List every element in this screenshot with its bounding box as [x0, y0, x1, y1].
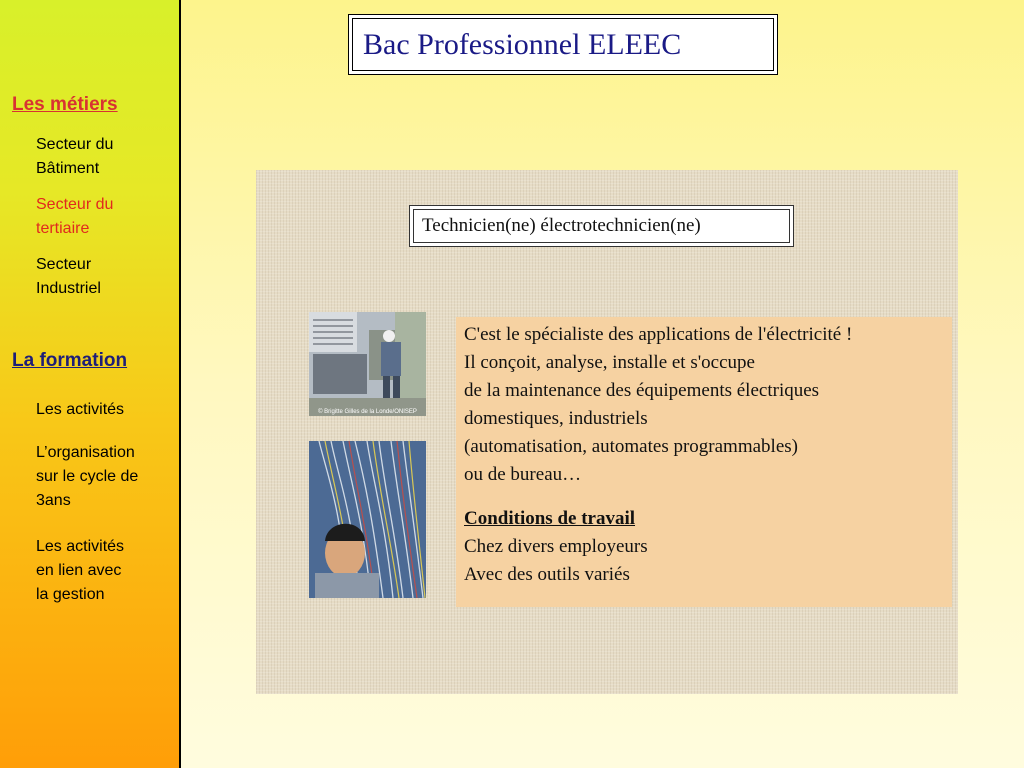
description-line: C'est le spécialiste des applications de l'électricité ! [464, 324, 853, 345]
nav-item-line: Bâtiment [36, 160, 100, 177]
nav-item-activites-gestion[interactable] [36, 535, 176, 607]
page-title-box [348, 14, 778, 75]
section-title-les-metiers[interactable]: Les métiers [12, 94, 118, 115]
description-line: de la maintenance des équipements électriques [464, 380, 820, 401]
job-card [256, 170, 958, 694]
sidebar-nav [0, 0, 181, 768]
photo-technician-outdoor-graphic [309, 312, 426, 416]
nav-item-organisation-cycle[interactable] [36, 441, 176, 513]
description-line: domestiques, industriels [464, 408, 648, 429]
section-title-la-formation[interactable]: La formation [12, 350, 128, 371]
photo-technician-outdoor [309, 312, 426, 416]
nav-item-line: Secteur [36, 256, 92, 273]
conditions-title: Conditions de travail [464, 508, 636, 529]
nav-item-line: Les activités [36, 401, 125, 418]
page-title: Bac Professionnel ELEEC [352, 18, 774, 71]
photo-technician-cabling-graphic [309, 441, 426, 598]
photo-credit: © Brigitte Gilles de la Londe/ONISEP [318, 409, 417, 415]
conditions-line: Avec des outils variés [464, 564, 630, 585]
description-line: (automatisation, automates programmables) [464, 436, 798, 457]
nav-item-secteur-batiment[interactable] [36, 133, 176, 181]
nav-item-line: en lien avec [36, 562, 122, 579]
nav-item-secteur-tertiaire[interactable] [36, 193, 176, 241]
nav-item-line: sur le cycle de [36, 468, 139, 485]
nav-item-line: Les activités [36, 538, 125, 555]
job-title: Technicien(ne) électrotechnicien(ne) [413, 209, 790, 243]
nav-item-secteur-industriel[interactable] [36, 253, 176, 301]
job-description [456, 317, 952, 607]
nav-item-line: Secteur du [36, 196, 114, 213]
description-line: Il conçoit, analyse, installe et s'occupe [464, 352, 755, 373]
description-line: ou de bureau… [464, 464, 582, 485]
photo-technician-cabling [309, 441, 426, 598]
nav-item-line: L’organisation [36, 444, 135, 461]
nav-item-line: Secteur du [36, 136, 114, 153]
nav-item-les-activites[interactable] [36, 398, 176, 422]
job-title-box [409, 205, 794, 247]
conditions-line: Chez divers employeurs [464, 536, 648, 557]
nav-item-line: Industriel [36, 280, 101, 297]
nav-item-line: la gestion [36, 586, 105, 603]
nav-item-line: 3ans [36, 492, 71, 509]
nav-item-line: tertiaire [36, 220, 90, 237]
